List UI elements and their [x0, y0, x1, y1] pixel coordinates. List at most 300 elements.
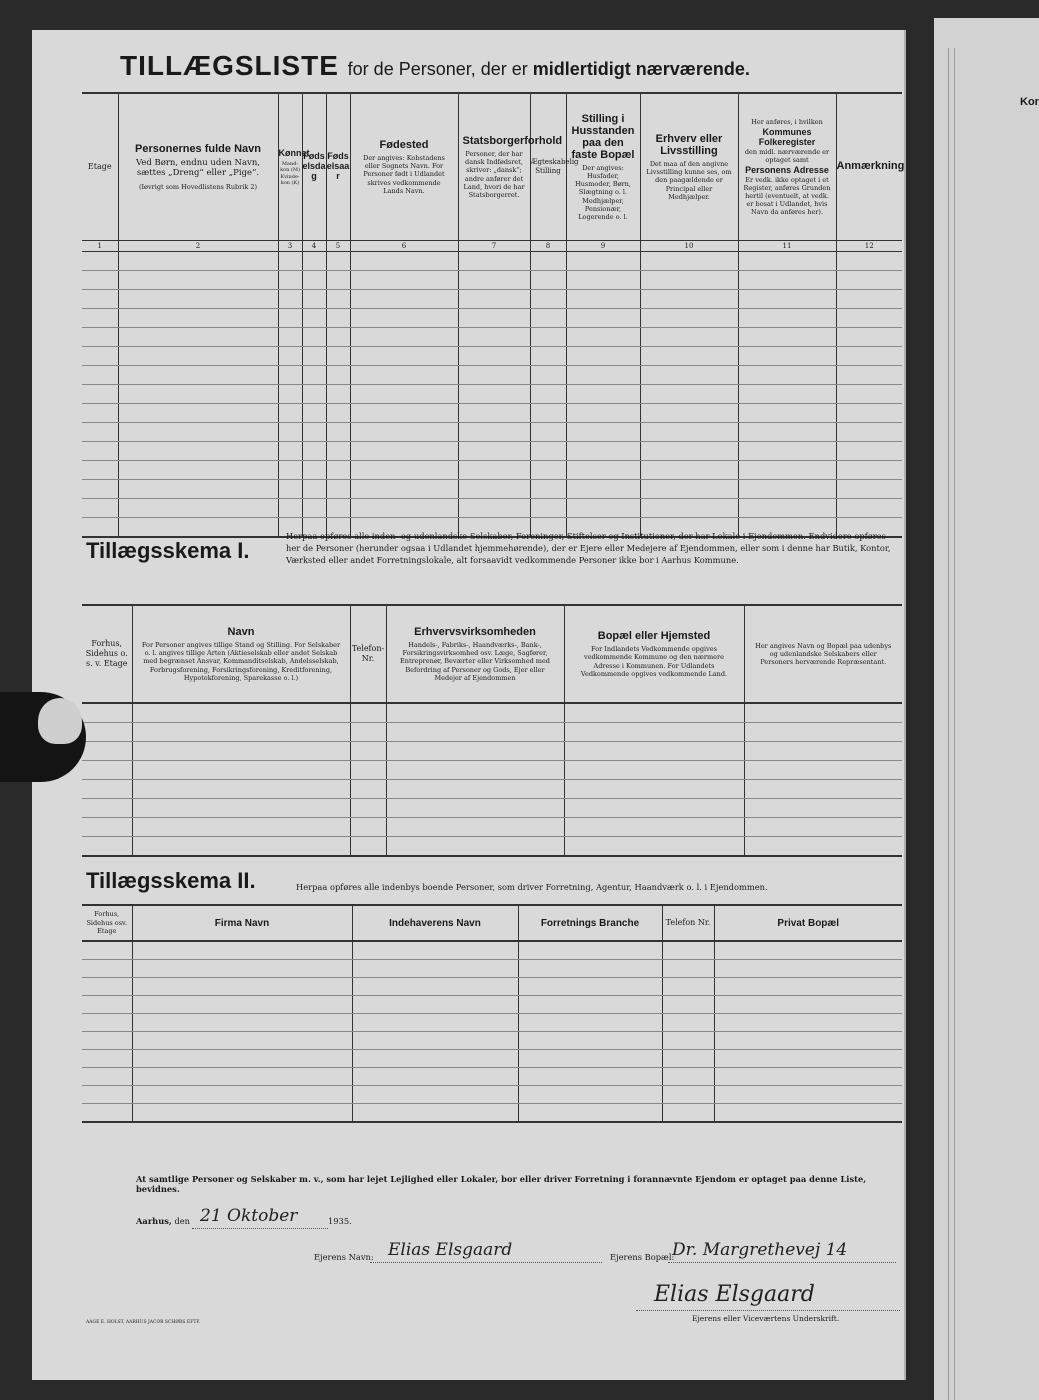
table-cell[interactable] — [738, 385, 836, 404]
table-cell[interactable] — [326, 442, 350, 461]
table-cell[interactable] — [738, 347, 836, 366]
table-cell[interactable] — [118, 404, 278, 423]
table-cell[interactable] — [836, 366, 902, 385]
table-cell[interactable] — [662, 941, 714, 960]
table-row — [82, 290, 902, 309]
table-cell[interactable] — [738, 252, 836, 271]
table-cell[interactable] — [82, 309, 118, 328]
table-cell[interactable] — [662, 1086, 714, 1104]
table-cell[interactable] — [714, 1032, 902, 1050]
table-cell[interactable] — [458, 347, 530, 366]
table-cell[interactable] — [386, 761, 564, 780]
table-cell[interactable] — [302, 480, 326, 499]
table-cell[interactable] — [302, 499, 326, 518]
table-cell[interactable] — [518, 1050, 662, 1068]
table-cell[interactable] — [132, 941, 352, 960]
table-cell[interactable] — [82, 328, 118, 347]
table-cell[interactable] — [714, 1014, 902, 1032]
table-cell[interactable] — [326, 499, 350, 518]
table-cell[interactable] — [458, 309, 530, 328]
table-cell[interactable] — [738, 271, 836, 290]
table-cell[interactable] — [278, 328, 302, 347]
table-cell[interactable] — [640, 290, 738, 309]
table-cell[interactable] — [566, 385, 640, 404]
table-cell[interactable] — [458, 328, 530, 347]
table-cell[interactable] — [518, 960, 662, 978]
table-cell[interactable] — [118, 271, 278, 290]
table-cell[interactable] — [530, 442, 566, 461]
table-cell[interactable] — [640, 480, 738, 499]
table-cell[interactable] — [640, 271, 738, 290]
table-cell[interactable] — [640, 404, 738, 423]
table-cell[interactable] — [302, 366, 326, 385]
table-cell[interactable] — [714, 978, 902, 996]
table-cell[interactable] — [836, 271, 902, 290]
table-cell[interactable] — [278, 404, 302, 423]
table-cell[interactable] — [302, 328, 326, 347]
table-row — [82, 328, 902, 347]
table-cell[interactable] — [836, 290, 902, 309]
table-cell[interactable] — [352, 1014, 518, 1032]
table-cell[interactable] — [350, 404, 458, 423]
table-cell[interactable] — [530, 290, 566, 309]
table-cell[interactable] — [640, 252, 738, 271]
table-cell[interactable] — [530, 252, 566, 271]
table-cell[interactable] — [738, 442, 836, 461]
table-cell[interactable] — [530, 480, 566, 499]
table-cell[interactable] — [564, 818, 744, 837]
table-cell[interactable] — [326, 385, 350, 404]
adjacent-page-label: Kor — [1020, 96, 1039, 108]
table-cell[interactable] — [352, 1086, 518, 1104]
table-row — [82, 1014, 902, 1032]
table-cell[interactable] — [82, 780, 132, 799]
table-cell[interactable] — [118, 366, 278, 385]
table-cell[interactable] — [738, 404, 836, 423]
table-cell[interactable] — [738, 461, 836, 480]
table-cell[interactable] — [278, 290, 302, 309]
table-cell[interactable] — [566, 309, 640, 328]
table-cell[interactable] — [714, 1104, 902, 1123]
col-folkeregister: Her anføres, i hvilken Kommunes Folkeregister den midl. nærværende er optaget samt Personens Adresse Er vedk. ikke optaget i et Register, anføres Grunden hertil (eventuelt, at vedk. er bosat i Udlandet, hvis Navn da anføres her). — [738, 93, 836, 241]
table-cell[interactable] — [738, 480, 836, 499]
table-cell[interactable] — [386, 742, 564, 761]
table-cell[interactable] — [350, 818, 386, 837]
table-cell[interactable] — [132, 1068, 352, 1086]
table-cell[interactable] — [132, 1050, 352, 1068]
table-cell[interactable] — [530, 423, 566, 442]
table-cell[interactable] — [458, 480, 530, 499]
table-cell[interactable] — [836, 347, 902, 366]
table-cell[interactable] — [132, 1032, 352, 1050]
table-cell[interactable] — [458, 499, 530, 518]
table-cell[interactable] — [640, 461, 738, 480]
table-row — [82, 366, 902, 385]
table-cell[interactable] — [302, 461, 326, 480]
table-cell[interactable] — [82, 1050, 132, 1068]
table-cell[interactable] — [118, 423, 278, 442]
table-cell[interactable] — [458, 290, 530, 309]
table-cell[interactable] — [302, 347, 326, 366]
table-cell[interactable] — [82, 404, 118, 423]
table-cell[interactable] — [82, 252, 118, 271]
table-cell[interactable] — [82, 347, 118, 366]
table-cell[interactable] — [302, 423, 326, 442]
table-cell[interactable] — [738, 309, 836, 328]
table-cell[interactable] — [352, 996, 518, 1014]
table-cell[interactable] — [662, 1104, 714, 1123]
table-cell[interactable] — [662, 1068, 714, 1086]
table-cell[interactable] — [352, 1104, 518, 1123]
table-cell[interactable] — [118, 461, 278, 480]
table-cell[interactable] — [744, 780, 902, 799]
table-cell[interactable] — [662, 978, 714, 996]
table-cell[interactable] — [82, 442, 118, 461]
table-cell[interactable] — [518, 1068, 662, 1086]
table-cell[interactable] — [82, 423, 118, 442]
table-cell[interactable] — [326, 290, 350, 309]
table-cell[interactable] — [640, 442, 738, 461]
table-cell[interactable] — [640, 347, 738, 366]
table-cell[interactable] — [640, 499, 738, 518]
table-cell[interactable] — [836, 309, 902, 328]
table-cell[interactable] — [326, 404, 350, 423]
table-cell[interactable] — [744, 703, 902, 723]
table-cell[interactable] — [714, 960, 902, 978]
table-cell[interactable] — [738, 423, 836, 442]
table-cell[interactable] — [530, 499, 566, 518]
table-cell[interactable] — [352, 1050, 518, 1068]
table-cell[interactable] — [836, 328, 902, 347]
table-cell[interactable] — [640, 309, 738, 328]
table-cell[interactable] — [564, 780, 744, 799]
table-cell[interactable] — [714, 941, 902, 960]
table-cell[interactable] — [640, 423, 738, 442]
table-cell[interactable] — [386, 837, 564, 857]
table-cell[interactable] — [352, 978, 518, 996]
table-cell[interactable] — [564, 837, 744, 857]
table-cell[interactable] — [278, 461, 302, 480]
table-cell[interactable] — [118, 309, 278, 328]
table-cell[interactable] — [82, 480, 118, 499]
table-cell[interactable] — [350, 780, 386, 799]
city: Aarhus, — [136, 1216, 172, 1226]
table-cell[interactable] — [352, 941, 518, 960]
table-cell[interactable] — [82, 703, 132, 723]
table-cell[interactable] — [458, 461, 530, 480]
owner-signature: Elias Elsgaard — [654, 1282, 815, 1307]
table-cell[interactable] — [82, 518, 118, 538]
table-cell[interactable] — [530, 366, 566, 385]
table-row — [82, 1050, 902, 1068]
table-cell[interactable] — [744, 761, 902, 780]
table-cell[interactable] — [350, 799, 386, 818]
table-cell[interactable] — [458, 366, 530, 385]
table-cell[interactable] — [738, 366, 836, 385]
table-row — [82, 252, 902, 271]
table-cell[interactable] — [386, 818, 564, 837]
table-cell[interactable] — [118, 518, 278, 538]
table-cell[interactable] — [132, 1014, 352, 1032]
table-cell[interactable] — [326, 252, 350, 271]
table-cell[interactable] — [82, 761, 132, 780]
table-cell[interactable] — [132, 960, 352, 978]
table-cell[interactable] — [350, 347, 458, 366]
table-cell[interactable] — [518, 1104, 662, 1123]
table-cell[interactable] — [118, 442, 278, 461]
table-cell[interactable] — [82, 366, 118, 385]
table-cell[interactable] — [458, 423, 530, 442]
table-cell[interactable] — [350, 742, 386, 761]
table-cell[interactable] — [640, 328, 738, 347]
table-cell[interactable] — [82, 818, 132, 837]
signature-line — [636, 1310, 900, 1311]
table-cell[interactable] — [350, 328, 458, 347]
table-cell[interactable] — [530, 271, 566, 290]
table-cell[interactable] — [566, 461, 640, 480]
table-cell[interactable] — [530, 404, 566, 423]
table-cell[interactable] — [352, 960, 518, 978]
table-cell[interactable] — [564, 742, 744, 761]
table-cell[interactable] — [350, 499, 458, 518]
table-cell[interactable] — [386, 723, 564, 742]
table-cell[interactable] — [82, 461, 118, 480]
table-cell[interactable] — [458, 404, 530, 423]
table-cell[interactable] — [132, 703, 350, 723]
table-cell[interactable] — [82, 996, 132, 1014]
table-cell[interactable] — [82, 1068, 132, 1086]
table-cell[interactable] — [566, 252, 640, 271]
table-cell[interactable] — [302, 271, 326, 290]
table-cell[interactable] — [278, 442, 302, 461]
table-cell[interactable] — [564, 799, 744, 818]
table-cell[interactable] — [738, 499, 836, 518]
owner-name-line — [370, 1262, 602, 1263]
table-cell[interactable] — [566, 404, 640, 423]
table-cell[interactable] — [132, 1086, 352, 1104]
table-cell[interactable] — [836, 252, 902, 271]
table-cell[interactable] — [302, 385, 326, 404]
table-cell[interactable] — [518, 1032, 662, 1050]
table-cell[interactable] — [132, 978, 352, 996]
col-etage: Etage — [82, 93, 118, 241]
table-cell[interactable] — [386, 703, 564, 723]
table-cell[interactable] — [326, 328, 350, 347]
table-cell[interactable] — [82, 1104, 132, 1123]
table-cell[interactable] — [518, 978, 662, 996]
table-cell[interactable] — [302, 442, 326, 461]
table-cell[interactable] — [744, 799, 902, 818]
table-cell[interactable] — [714, 996, 902, 1014]
table-cell[interactable] — [350, 252, 458, 271]
table-cell[interactable] — [518, 941, 662, 960]
table-cell[interactable] — [326, 423, 350, 442]
table-cell[interactable] — [350, 423, 458, 442]
table-cell[interactable] — [836, 480, 902, 499]
table-row — [82, 723, 902, 742]
table-cell[interactable] — [82, 742, 132, 761]
table-cell[interactable] — [132, 837, 350, 857]
table-cell[interactable] — [118, 385, 278, 404]
table-cell[interactable] — [132, 799, 350, 818]
table-cell[interactable] — [278, 271, 302, 290]
table-cell[interactable] — [738, 290, 836, 309]
colnum: 11 — [738, 241, 836, 252]
colnum: 8 — [530, 241, 566, 252]
table-cell[interactable] — [662, 1050, 714, 1068]
table-cell[interactable] — [564, 723, 744, 742]
table-cell[interactable] — [530, 461, 566, 480]
table-cell[interactable] — [714, 1068, 902, 1086]
table-cell[interactable] — [518, 996, 662, 1014]
table-cell[interactable] — [836, 499, 902, 518]
table-cell[interactable] — [82, 1014, 132, 1032]
page-edge — [948, 48, 949, 1400]
table-cell[interactable] — [82, 960, 132, 978]
table-cell[interactable] — [302, 309, 326, 328]
table-cell[interactable] — [118, 252, 278, 271]
table-cell[interactable] — [278, 423, 302, 442]
table-cell[interactable] — [118, 290, 278, 309]
table-cell[interactable] — [386, 780, 564, 799]
table-cell[interactable] — [662, 960, 714, 978]
table-cell[interactable] — [744, 837, 902, 857]
table-cell[interactable] — [518, 1086, 662, 1104]
table-cell[interactable] — [836, 423, 902, 442]
table-cell[interactable] — [386, 799, 564, 818]
table-cell[interactable] — [326, 309, 350, 328]
table-cell[interactable] — [714, 1086, 902, 1104]
table-cell[interactable] — [82, 723, 132, 742]
table-cell[interactable] — [350, 480, 458, 499]
table-cell[interactable] — [278, 309, 302, 328]
table-cell[interactable] — [132, 723, 350, 742]
table-cell[interactable] — [640, 366, 738, 385]
table-cell[interactable] — [350, 271, 458, 290]
table-cell[interactable] — [118, 499, 278, 518]
table-cell[interactable] — [662, 1032, 714, 1050]
owner-address-label: Ejerens Bopæl: — [610, 1252, 675, 1262]
table-cell[interactable] — [302, 290, 326, 309]
table-cell[interactable] — [566, 347, 640, 366]
table-cell[interactable] — [82, 271, 118, 290]
table-cell[interactable] — [132, 761, 350, 780]
table-cell[interactable] — [458, 252, 530, 271]
table-cell[interactable] — [836, 404, 902, 423]
table-cell[interactable] — [350, 366, 458, 385]
table-cell[interactable] — [132, 742, 350, 761]
table-cell[interactable] — [302, 252, 326, 271]
table-cell[interactable] — [350, 761, 386, 780]
table-cell[interactable] — [82, 941, 132, 960]
table-cell[interactable] — [350, 461, 458, 480]
table-cell[interactable] — [458, 385, 530, 404]
table-cell[interactable] — [82, 978, 132, 996]
table-cell[interactable] — [350, 385, 458, 404]
table-cell[interactable] — [744, 742, 902, 761]
table-cell[interactable] — [278, 347, 302, 366]
table-cell[interactable] — [278, 385, 302, 404]
table-cell[interactable] — [566, 480, 640, 499]
table-cell[interactable] — [132, 1104, 352, 1123]
table-cell[interactable] — [530, 347, 566, 366]
table-cell[interactable] — [132, 996, 352, 1014]
table-cell[interactable] — [530, 309, 566, 328]
title-main: TILLÆGSLISTE — [120, 50, 339, 81]
table-cell[interactable] — [352, 1068, 518, 1086]
table-cell[interactable] — [640, 385, 738, 404]
table-cell[interactable] — [350, 837, 386, 857]
table-cell[interactable] — [132, 818, 350, 837]
table-cell[interactable] — [566, 442, 640, 461]
table-cell[interactable] — [458, 442, 530, 461]
table-cell[interactable] — [82, 837, 132, 857]
table-cell[interactable] — [744, 818, 902, 837]
table-cell[interactable] — [662, 996, 714, 1014]
table-cell[interactable] — [518, 1014, 662, 1032]
table-cell[interactable] — [302, 404, 326, 423]
table-cell[interactable] — [744, 723, 902, 742]
table-cell[interactable] — [836, 461, 902, 480]
table-cell[interactable] — [278, 252, 302, 271]
table-cell[interactable] — [458, 271, 530, 290]
table-cell[interactable] — [132, 780, 350, 799]
table-cell[interactable] — [118, 328, 278, 347]
table-cell[interactable] — [566, 366, 640, 385]
table-cell[interactable] — [326, 480, 350, 499]
table-cell[interactable] — [82, 385, 118, 404]
table-cell[interactable] — [82, 1032, 132, 1050]
table-cell[interactable] — [566, 290, 640, 309]
table-cell[interactable] — [350, 703, 386, 723]
table-cell[interactable] — [278, 366, 302, 385]
table-cell[interactable] — [530, 385, 566, 404]
table-cell[interactable] — [566, 423, 640, 442]
table-row — [82, 1068, 902, 1086]
table-cell[interactable] — [82, 1086, 132, 1104]
table-cell[interactable] — [350, 309, 458, 328]
table-cell[interactable] — [566, 271, 640, 290]
table-cell[interactable] — [326, 366, 350, 385]
table-cell[interactable] — [278, 480, 302, 499]
table-cell[interactable] — [738, 328, 836, 347]
table-cell[interactable] — [326, 461, 350, 480]
table-cell[interactable] — [662, 1014, 714, 1032]
table-cell[interactable] — [566, 328, 640, 347]
table-cell[interactable] — [530, 328, 566, 347]
table-cell[interactable] — [326, 271, 350, 290]
table-row — [82, 761, 902, 780]
table-cell[interactable] — [326, 347, 350, 366]
table-cell[interactable] — [350, 442, 458, 461]
table-cell[interactable] — [566, 499, 640, 518]
table-cell[interactable] — [836, 385, 902, 404]
table-cell[interactable] — [82, 290, 118, 309]
table-cell[interactable] — [118, 480, 278, 499]
table-cell[interactable] — [836, 442, 902, 461]
table-cell[interactable] — [564, 761, 744, 780]
table-cell[interactable] — [278, 499, 302, 518]
table-cell[interactable] — [350, 723, 386, 742]
table-cell[interactable] — [82, 799, 132, 818]
table-cell[interactable] — [350, 290, 458, 309]
table-cell[interactable] — [564, 703, 744, 723]
form-title — [120, 50, 750, 82]
table-cell[interactable] — [714, 1050, 902, 1068]
table-cell[interactable] — [82, 499, 118, 518]
table-cell[interactable] — [118, 347, 278, 366]
table-cell[interactable] — [352, 1032, 518, 1050]
